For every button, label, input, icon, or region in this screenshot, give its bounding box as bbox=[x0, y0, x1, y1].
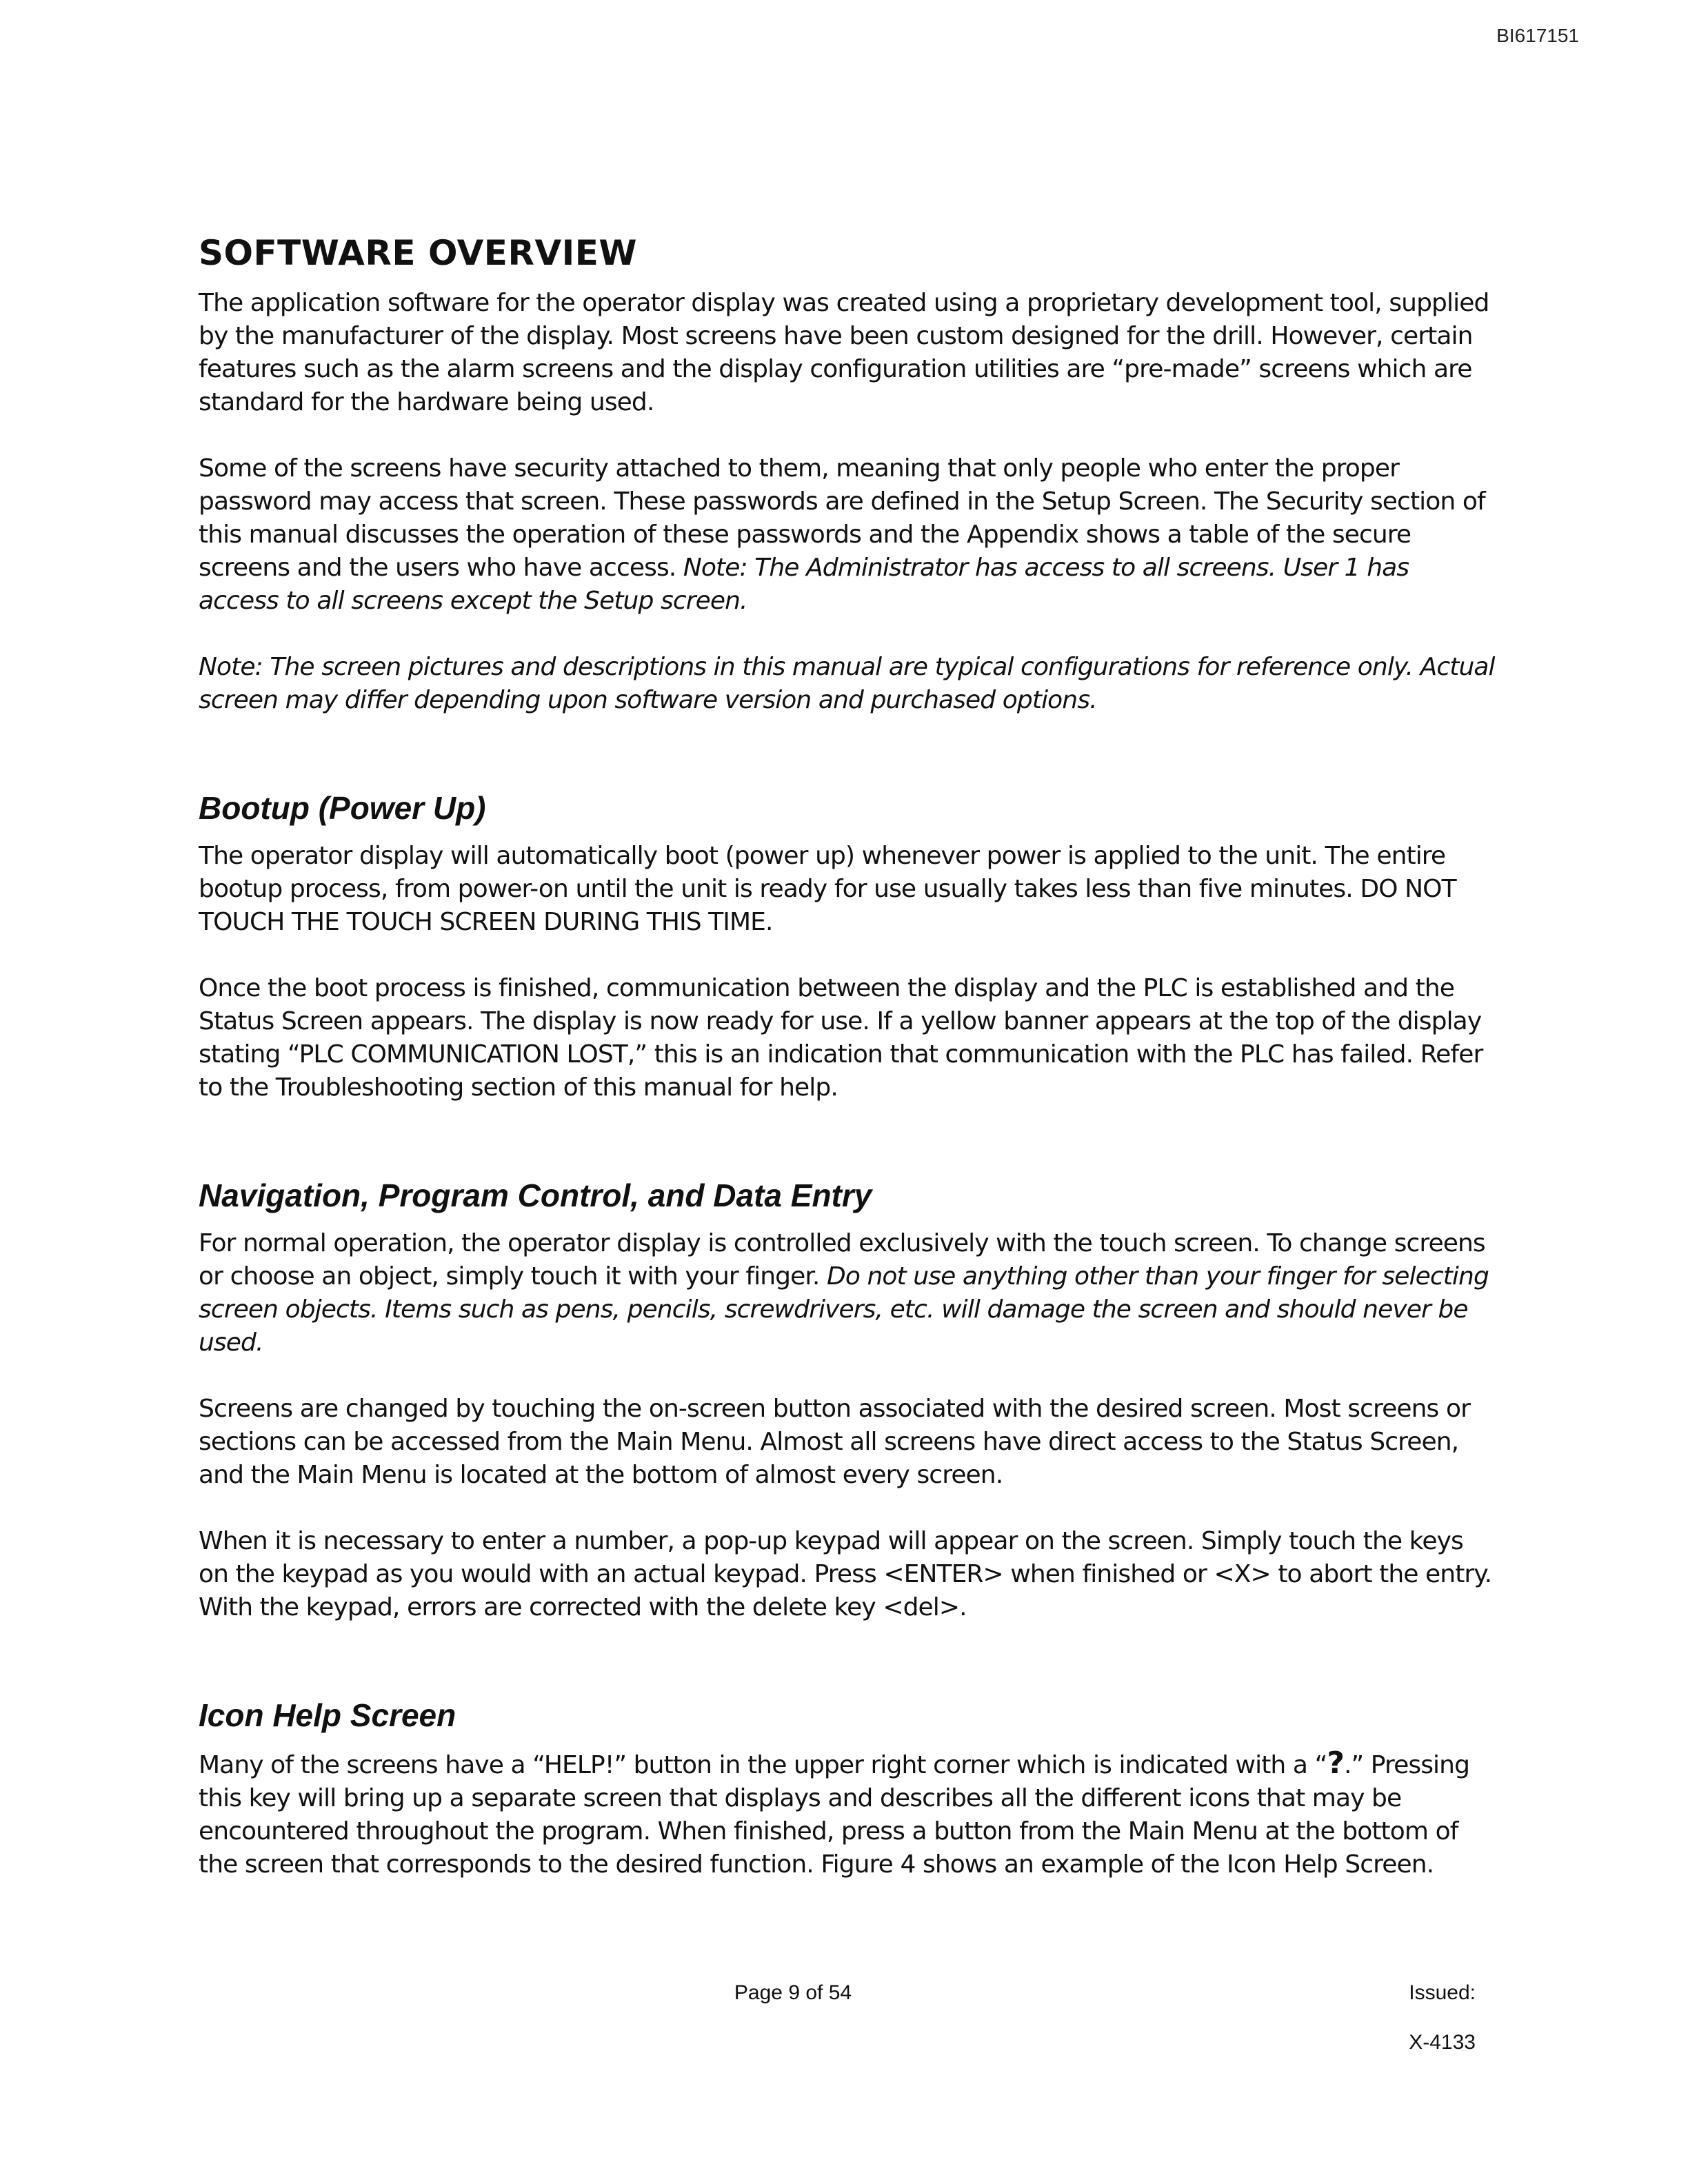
document-id: BI617151 bbox=[1496, 25, 1579, 46]
navigation-paragraph-1 bbox=[199, 1227, 1495, 1359]
page-number: Page 9 of 54 bbox=[734, 1981, 852, 2004]
icon-help-heading: Icon Help Screen bbox=[199, 1697, 456, 1733]
navigation-heading: Navigation, Program Control, and Data Entry bbox=[199, 1177, 872, 1213]
icon-help-text-after: .” Pressing this key will bring up a separate screen that displays and describes all the different icons that may be encountered throughout the program. When finished, press a button from the Main Menu at the bottom of the screen that corresponds to the desired function. Figure 4 shows an example of the Icon Help Screen. bbox=[199, 1751, 1470, 1879]
bootup-heading: Bootup (Power Up) bbox=[199, 790, 486, 826]
overview-paragraph-1: The application software for the operator display was created using a proprietary development tool, supplied by the manufacturer of the display. Most screens have been custom designed for the drill. However, certain features such as the alarm screens and the display configuration utilities are “pre-made” screens which are standard for the hardware being used. bbox=[199, 289, 1489, 416]
icon-help-text-before: Many of the screens have a “HELP!” button in the upper right corner which is indicated with a “ bbox=[199, 1751, 1327, 1779]
navigation-finger-warning: Do not use anything other than your finger for selecting screen objects. Items such as pens, pencils, screwdrivers, etc. will damage the screen and should never be used. bbox=[199, 1262, 1489, 1357]
icon-help-paragraph bbox=[199, 1747, 1495, 1881]
bootup-paragraph-1: The operator display will automatically boot (power up) whenever power is applied to the unit. The entire bootup process, from power-on until the unit is ready for use usually takes less than five minutes. DO NOT TOUCH THE TOUCH SCREEN DURING THIS TIME. bbox=[199, 842, 1456, 936]
page-content bbox=[199, 229, 1495, 1914]
overview-access-note: Note: The Administrator has access to all screens. User 1 has access to all screens except the Setup screen. bbox=[199, 554, 1409, 615]
issued-label: Issued: bbox=[1409, 1981, 1476, 2004]
navigation-paragraph-3: When it is necessary to enter a number, a pop-up keypad will appear on the screen. Simply touch the keys on the keypad as you would with an actual keypad. Press <ENTER> when finished or <X> to abort the entry. With the keypad, errors are corrected with the delete key <del>. bbox=[199, 1527, 1492, 1621]
navigation-paragraph-2: Screens are changed by touching the on-screen button associated with the desired screen. Most screens or sections can be accessed from the Main Menu. Almost all screens have direct access to the Status Screen, and the Main Menu is located at the bottom of almost every screen. bbox=[199, 1395, 1470, 1489]
overview-paragraph-2-text: Some of the screens have security attached to them, meaning that only people who enter the proper password may access that screen. These passwords are defined in the Setup Screen. The Security section of this manual discusses the operation of these passwords and the Appendix shows a table of the secure screens and the users who have access. bbox=[199, 454, 1485, 582]
bootup-paragraph-2: Once the boot process is finished, communication between the display and the PLC is established and the Status Screen appears. The display is now ready for use. If a yellow banner appears at the top of the display stating “PLC COMMUNICATION LOST,” this is an indication that communication with the PLC has failed. Refer to the Troubleshooting section of this manual for help. bbox=[199, 974, 1483, 1102]
document-code: X-4133 bbox=[1409, 2031, 1476, 2054]
overview-paragraph-2 bbox=[199, 452, 1495, 618]
overview-reference-note: Note: The screen pictures and descriptions in this manual are typical configurations for reference only. Actual screen may differ depending upon software version and purchased options. bbox=[199, 653, 1495, 714]
question-mark-icon: ? bbox=[1327, 1746, 1344, 1781]
page-title: SOFTWARE OVERVIEW bbox=[199, 233, 638, 273]
navigation-paragraph-1-text: For normal operation, the operator display is controlled exclusively with the touch screen. To change screens or choose an object, simply touch it with your finger. bbox=[199, 1229, 1485, 1291]
